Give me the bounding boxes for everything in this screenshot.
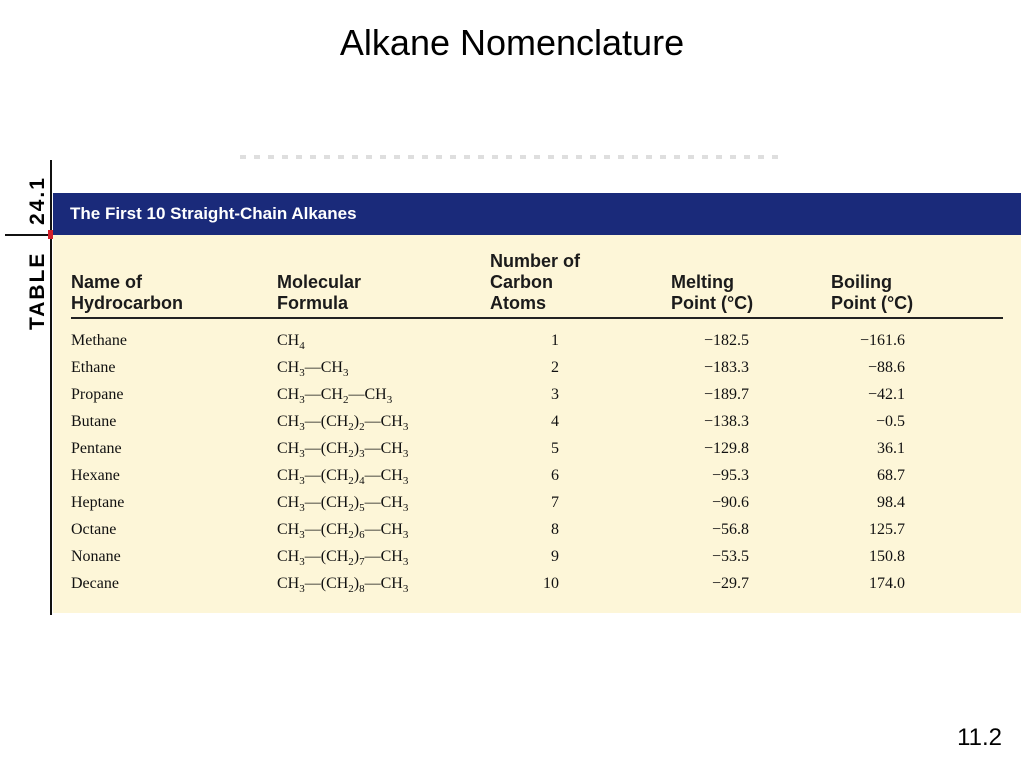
formula-subscript: 3 (402, 421, 409, 434)
formula-subscript: 3 (359, 448, 365, 461)
formula-subscript: 3 (386, 394, 393, 407)
formula-part: CH (277, 359, 300, 376)
formula-subscript: 3 (402, 502, 409, 515)
formula-subscript: 3 (402, 556, 409, 569)
formula-part: —(CH (304, 413, 349, 430)
boiling-point: −42.1 (867, 386, 905, 403)
formula-part: CH (277, 548, 300, 565)
formula-subscript: 2 (348, 421, 354, 434)
carbon-count: 2 (551, 359, 559, 376)
formula-subscript: 3 (402, 583, 409, 596)
hydrocarbon-name: Octane (71, 521, 117, 538)
melting-point: −129.8 (703, 440, 749, 457)
table-row (53, 327, 1021, 354)
formula-subscript: 3 (402, 529, 409, 542)
formula-part: CH (277, 575, 300, 592)
slide-number: 11.2 (957, 724, 1002, 751)
table-row (53, 408, 1021, 435)
formula-part: —CH (304, 359, 343, 376)
hydrocarbon-name: Decane (71, 575, 119, 592)
melting-point: −183.3 (703, 359, 749, 376)
table-row (53, 570, 1021, 597)
col-header-name: Name of Hydrocarbon (71, 272, 184, 313)
formula-subscript: 3 (342, 367, 349, 380)
carbon-count: 3 (551, 386, 559, 403)
carbon-count: 7 (551, 494, 559, 511)
formula-subscript: 3 (402, 448, 409, 461)
table-body (53, 327, 1021, 597)
formula-part: —(CH (304, 467, 349, 484)
formula-subscript: 2 (348, 448, 354, 461)
formula-subscript: 2 (342, 394, 349, 407)
boiling-point: 150.8 (869, 548, 905, 565)
boiling-point: 125.7 (869, 521, 905, 538)
table-row (53, 543, 1021, 570)
boiling-point: 36.1 (877, 440, 905, 457)
alkane-table (53, 193, 1021, 613)
melting-point: −95.3 (711, 467, 749, 484)
formula-part: CH (277, 467, 300, 484)
carbon-count: 8 (551, 521, 559, 538)
formula-subscript: 2 (359, 421, 365, 434)
carbon-count: 4 (551, 413, 559, 430)
hydrocarbon-name: Methane (71, 332, 127, 349)
melting-point: −53.5 (711, 548, 749, 565)
melting-point: −29.7 (711, 575, 749, 592)
table-row (53, 381, 1021, 408)
formula-subscript: 3 (299, 556, 305, 569)
melting-point: −90.6 (711, 494, 749, 511)
formula-part: —(CH (304, 494, 349, 511)
col-header-formula: Molecular Formula (277, 272, 362, 313)
formula-part: —(CH (304, 521, 349, 538)
formula-subscript: 3 (299, 502, 305, 515)
table-row (53, 516, 1021, 543)
melting-point: −56.8 (711, 521, 749, 538)
formula-part: CH (277, 494, 300, 511)
carbon-count: 10 (543, 575, 559, 592)
hydrocarbon-name: Pentane (71, 440, 122, 457)
slide-title: Alkane Nomenclature (339, 22, 685, 63)
formula-part: ) (353, 440, 360, 457)
formula-subscript: 6 (359, 529, 365, 542)
melting-point: −182.5 (703, 332, 749, 349)
molecular-formula (277, 570, 408, 603)
formula-part: ) (353, 548, 360, 565)
formula-subscript: 5 (359, 502, 365, 515)
formula-subscript: 3 (299, 421, 305, 434)
faded-text-remnant (240, 155, 780, 159)
formula-subscript: 2 (348, 556, 354, 569)
formula-subscript: 2 (348, 529, 354, 542)
formula-subscript: 3 (299, 448, 305, 461)
formula-part: ) (353, 467, 360, 484)
boiling-point: 68.7 (877, 467, 905, 484)
hydrocarbon-name: Propane (71, 386, 124, 403)
formula-part: —(CH (304, 548, 349, 565)
table-title: The First 10 Straight-Chain Alkanes (53, 193, 1021, 235)
formula-subscript: 3 (299, 475, 305, 488)
table-row (53, 462, 1021, 489)
hydrocarbon-name: Heptane (71, 494, 125, 511)
boiling-point: 174.0 (869, 575, 905, 592)
carbon-count: 1 (551, 332, 559, 349)
formula-part: CH (277, 521, 300, 538)
carbon-count: 5 (551, 440, 559, 457)
boiling-point: 98.4 (877, 494, 905, 511)
formula-part: —CH (364, 548, 403, 565)
formula-subscript: 4 (359, 475, 365, 488)
formula-subscript: 3 (402, 475, 409, 488)
formula-subscript: 2 (348, 583, 354, 596)
formula-part: —CH (364, 440, 403, 457)
formula-part: CH (277, 440, 300, 457)
formula-part: ) (353, 521, 360, 538)
formula-part: —CH (304, 386, 343, 403)
hydrocarbon-name: Butane (71, 413, 117, 430)
hydrocarbon-name: Ethane (71, 359, 116, 376)
formula-part: —CH (364, 494, 403, 511)
formula-part: —CH (348, 386, 387, 403)
formula-subscript: 8 (359, 583, 365, 596)
formula-part: CH (277, 386, 300, 403)
col-header-boiling: Boiling Point (°C) (831, 272, 914, 313)
formula-part: —CH (364, 521, 403, 538)
col-header-melting: Melting Point (°C) (671, 272, 754, 313)
table-row (53, 354, 1021, 381)
formula-part: —CH (364, 413, 403, 430)
formula-subscript: 2 (348, 502, 354, 515)
hydrocarbon-name: Hexane (71, 467, 120, 484)
formula-part: ) (353, 575, 360, 592)
carbon-count: 6 (551, 467, 559, 484)
formula-subscript: 3 (299, 529, 305, 542)
boiling-point: −0.5 (875, 413, 905, 430)
formula-subscript: 4 (299, 340, 305, 353)
formula-part: —CH (364, 467, 403, 484)
table-row (53, 435, 1021, 462)
hydrocarbon-name: Nonane (71, 548, 121, 565)
side-label-number: 24.1 (26, 176, 49, 225)
col-header-carbons: Number of Carbon Atoms (490, 251, 580, 313)
formula-subscript: 3 (299, 394, 305, 407)
formula-part: ) (353, 494, 360, 511)
header-rule (71, 317, 1003, 319)
side-vertical-rule (50, 160, 52, 615)
boiling-point: −161.6 (859, 332, 905, 349)
formula-part: CH (277, 332, 300, 349)
carbon-count: 9 (551, 548, 559, 565)
side-label-word: TABLE (26, 251, 49, 330)
formula-part: —(CH (304, 575, 349, 592)
melting-point: −189.7 (703, 386, 749, 403)
formula-subscript: 3 (299, 367, 305, 380)
melting-point: −138.3 (703, 413, 749, 430)
formula-part: CH (277, 413, 300, 430)
formula-part: —CH (364, 575, 403, 592)
formula-subscript: 3 (299, 583, 305, 596)
table-row (53, 489, 1021, 516)
formula-subscript: 7 (359, 556, 365, 569)
formula-part: ) (353, 413, 360, 430)
formula-subscript: 2 (348, 475, 354, 488)
boiling-point: −88.6 (867, 359, 905, 376)
formula-part: —(CH (304, 440, 349, 457)
